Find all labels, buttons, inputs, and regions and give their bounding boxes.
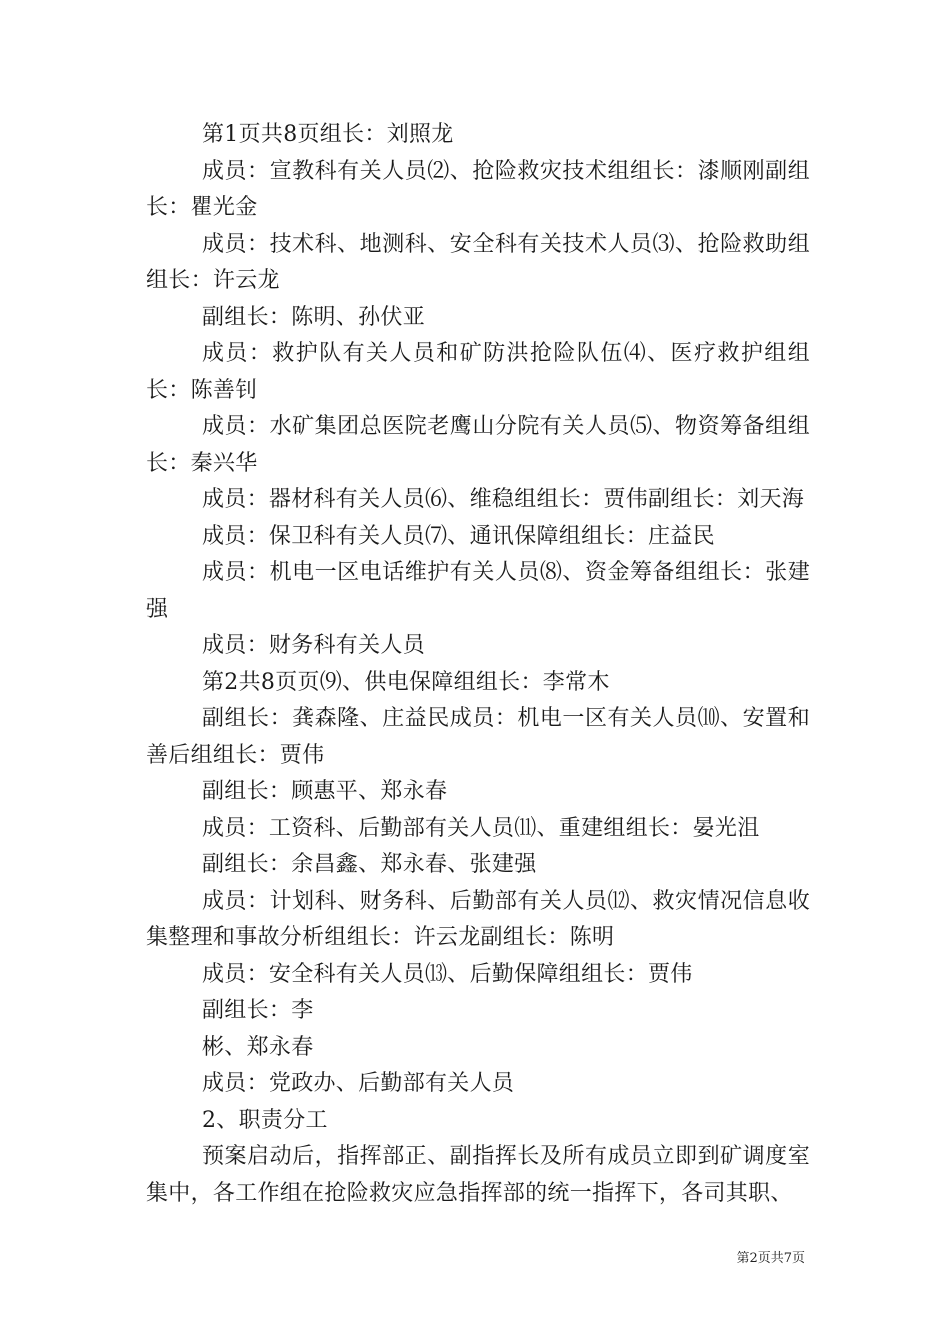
paragraph: 第1页共8页组长：刘照龙: [202, 122, 454, 147]
paragraph: 预案启动后，指挥部正、副指挥长及所有成员立即到矿调度室集中，各工作组在抢险救灾应急指挥部的统一指挥下，各司其职、: [146, 1144, 810, 1206]
paragraph: 副组长：陈明、孙伏亚: [202, 304, 426, 330]
paragraph: 成员：计划科、财务科、后勤部有关人员⑿、救灾情况信息收集整理和事故分析组组长：许云龙副组长：陈明: [146, 888, 810, 950]
paragraph: 彬、郑永春: [202, 1034, 314, 1060]
paragraph: 副组长：李: [202, 998, 314, 1023]
paragraph: 成员：水矿集团总医院老鹰山分院有关人员⑸、物资筹备组组长：秦兴华: [146, 414, 810, 476]
paragraph: 成员：工资科、后勤部有关人员⑾、重建组组长：晏光沮: [202, 815, 760, 841]
paragraph: 副组长：龚森隆、庄益民成员：机电一区有关人员⑽、安置和善后组组长：贾伟: [146, 706, 810, 768]
paragraph: 成员：技术科、地测科、安全科有关技术人员⑶、抢险救助组组长：许云龙: [146, 231, 810, 293]
paragraph: 副组长：余昌鑫、郑永春、张建强: [202, 852, 537, 877]
paragraph: 成员：财务科有关人员: [202, 633, 426, 658]
paragraph: 成员：救护队有关人员和矿防洪抢险队伍⑷、医疗救护组组长：陈善钊: [146, 341, 810, 403]
paragraph: 成员：安全科有关人员⒀、后勤保障组组长：贾伟: [202, 961, 693, 987]
paragraph: 第2共8页页⑼、供电保障组组长：李常木: [202, 669, 610, 695]
paragraph: 成员：机电一区电话维护有关人员⑻、资金筹备组组长：张建强: [146, 560, 810, 622]
section-heading: 2、职责分工: [202, 1107, 328, 1133]
paragraph: 成员：器材科有关人员⑹、维稳组组长：贾伟副组长：刘天海: [202, 487, 805, 512]
paragraph: 成员：宣教科有关人员⑵、抢险救灾技术组组长：漆顺刚副组长：瞿光金: [146, 158, 810, 220]
document-body: [146, 117, 810, 1212]
paragraph: 成员：党政办、后勤部有关人员: [202, 1071, 515, 1096]
paragraph: 成员：保卫科有关人员⑺、通讯保障组组长：庄益民: [202, 523, 715, 549]
paragraph: 副组长：顾惠平、郑永春: [202, 779, 448, 804]
page-number-footer: 第2页共7页: [736, 1251, 805, 1266]
